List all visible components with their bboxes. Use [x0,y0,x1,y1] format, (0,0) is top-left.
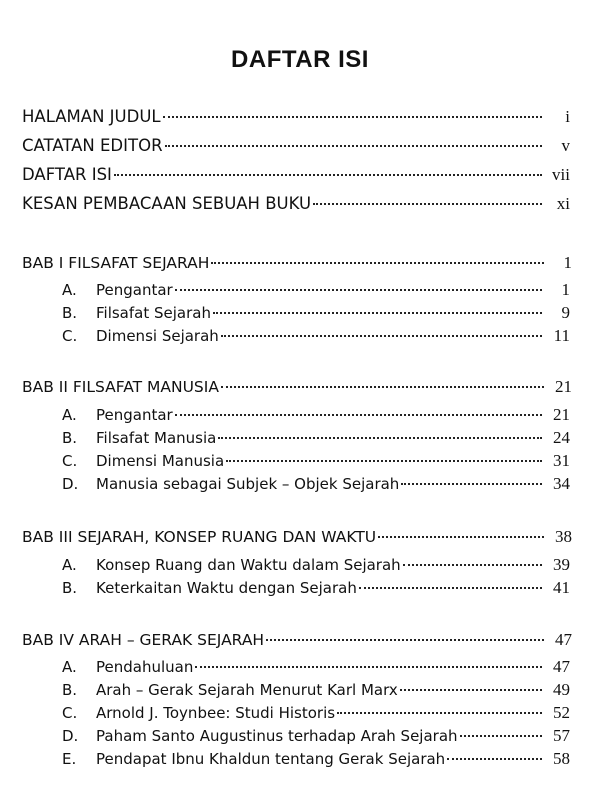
toc-subentry-page: 9 [561,303,570,322]
toc-subentry[interactable] [62,680,570,700]
dot-leader [337,712,542,714]
toc-chapter-bab-2[interactable] [22,377,572,397]
dot-leader [378,536,544,538]
toc-subentry-page: 34 [553,474,570,493]
toc-chapter-page: 21 [555,377,572,396]
toc-subentry-page: 41 [553,578,570,597]
toc-subentry[interactable] [62,657,570,677]
toc-entry-kesan-pembacaan[interactable] [22,194,570,214]
dot-leader [163,116,542,118]
dot-leader [175,289,542,291]
toc-subentry-page: 57 [553,726,570,745]
toc-chapter-label: BAB I FILSAFAT SEJARAH [22,254,210,272]
dot-leader [266,639,544,641]
toc-subentry-label: Dimensi Sejarah [96,327,219,345]
toc-subentry-label: Keterkaitan Waktu dengan Sejarah [96,579,357,597]
dot-leader [403,564,542,566]
dot-leader [211,262,544,264]
dot-leader [401,483,542,485]
toc-chapter-bab-4[interactable] [22,630,572,650]
toc-subentry-page: 21 [553,405,570,424]
toc-subentry-letter: A. [62,658,77,676]
toc-chapter-label: BAB III SEJARAH, KONSEP RUANG DAN WAKTU [22,528,377,546]
toc-subentry-letter: B. [62,304,78,322]
toc-subentry-label: Pendapat Ibnu Khaldun tentang Gerak Sejarah [96,750,446,768]
toc-subentry-label: Konsep Ruang dan Waktu dalam Sejarah [96,556,401,574]
toc-subentry[interactable] [62,280,570,300]
toc-subentry-label: Pendahuluan [96,658,194,676]
toc-subentry-letter: B. [62,429,78,447]
toc-entry-page: xi [556,194,570,213]
page-title: DAFTAR ISI [231,46,369,73]
toc-subentry[interactable] [62,405,570,425]
toc-subentry-label: Arah – Gerak Sejarah Menurut Karl Marx [96,681,398,699]
toc-subentry-label: Pengantar [96,281,173,299]
dot-leader [195,666,542,668]
toc-subentry[interactable] [62,555,570,575]
toc-subentry-page: 11 [553,326,570,345]
toc-chapter-label: BAB II FILSAFAT MANUSIA [22,378,219,396]
dot-leader [165,145,542,147]
toc-subentry-letter: D. [62,727,79,745]
toc-subentry-page: 39 [553,555,570,574]
toc-subentry-page: 1 [561,280,570,299]
toc-subentry[interactable] [62,428,570,448]
dot-leader [175,414,542,416]
toc-subentry[interactable] [62,726,570,746]
toc-subentry-letter: A. [62,281,77,299]
toc-subentry-letter: D. [62,475,79,493]
toc-subentry-label: Dimensi Manusia [96,452,225,470]
toc-subentry-label: Filsafat Sejarah [96,304,211,322]
toc-entry-label: DAFTAR ISI [22,165,112,184]
toc-subentry-letter: B. [62,579,78,597]
toc-subentry[interactable] [62,303,570,323]
toc-subentry[interactable] [62,749,570,769]
toc-entry-page: vii [552,165,570,184]
dot-leader [226,460,542,462]
toc-subentry-page: 58 [553,749,570,768]
toc-subentry[interactable] [62,474,570,494]
toc-chapter-label: BAB IV ARAH – GERAK SEJARAH [22,631,265,649]
toc-subentry-letter: C. [62,452,78,470]
dot-leader [213,312,542,314]
dot-leader [114,174,542,176]
toc-subentry-letter: A. [62,556,77,574]
toc-subentry-letter: C. [62,327,78,345]
toc-subentry-label: Arnold J. Toynbee: Studi Historis [96,704,336,722]
toc-chapter-bab-1[interactable] [22,253,572,273]
toc-subentry-label: Manusia sebagai Subjek – Objek Sejarah [96,475,400,493]
toc-entry-daftar-isi[interactable] [22,165,570,185]
dot-leader [400,689,542,691]
toc-entry-page: i [565,107,570,126]
dot-leader [447,758,542,760]
toc-chapter-bab-3[interactable] [22,527,572,547]
toc-subentry-label: Filsafat Manusia [96,429,217,447]
toc-chapter-page: 38 [555,527,572,546]
toc-subentry[interactable] [62,451,570,471]
toc-subentry-letter: A. [62,406,77,424]
toc-subentry[interactable] [62,578,570,598]
toc-entry-catatan-editor[interactable] [22,136,570,156]
toc-entry-label: HALAMAN JUDUL [22,107,161,126]
toc-subentry-label: Paham Santo Augustinus terhadap Arah Sejarah [96,727,458,745]
toc-subentry-label: Pengantar [96,406,173,424]
toc-entry-label: KESAN PEMBACAAN SEBUAH BUKU [22,194,312,213]
toc-subentry-letter: E. [62,750,77,768]
toc-subentry-page: 47 [553,657,570,676]
toc-entry-page: v [561,136,570,155]
dot-leader [460,735,542,737]
dot-leader [218,437,542,439]
dot-leader [221,335,542,337]
toc-chapter-page: 47 [555,630,572,649]
toc-subentry-page: 49 [553,680,570,699]
toc-chapter-page: 1 [563,253,572,272]
toc-subentry-letter: B. [62,681,78,699]
toc-subentry-page: 31 [553,451,570,470]
dot-leader [359,587,542,589]
dot-leader [313,203,542,205]
toc-subentry[interactable] [62,703,570,723]
dot-leader [221,386,544,388]
toc-entry-label: CATATAN EDITOR [22,136,163,155]
toc-entry-halaman-judul[interactable] [22,107,570,127]
toc-subentry-page: 52 [553,703,570,722]
toc-subentry-page: 24 [553,428,570,447]
toc-subentry[interactable] [62,326,570,346]
toc-subentry-letter: C. [62,704,78,722]
